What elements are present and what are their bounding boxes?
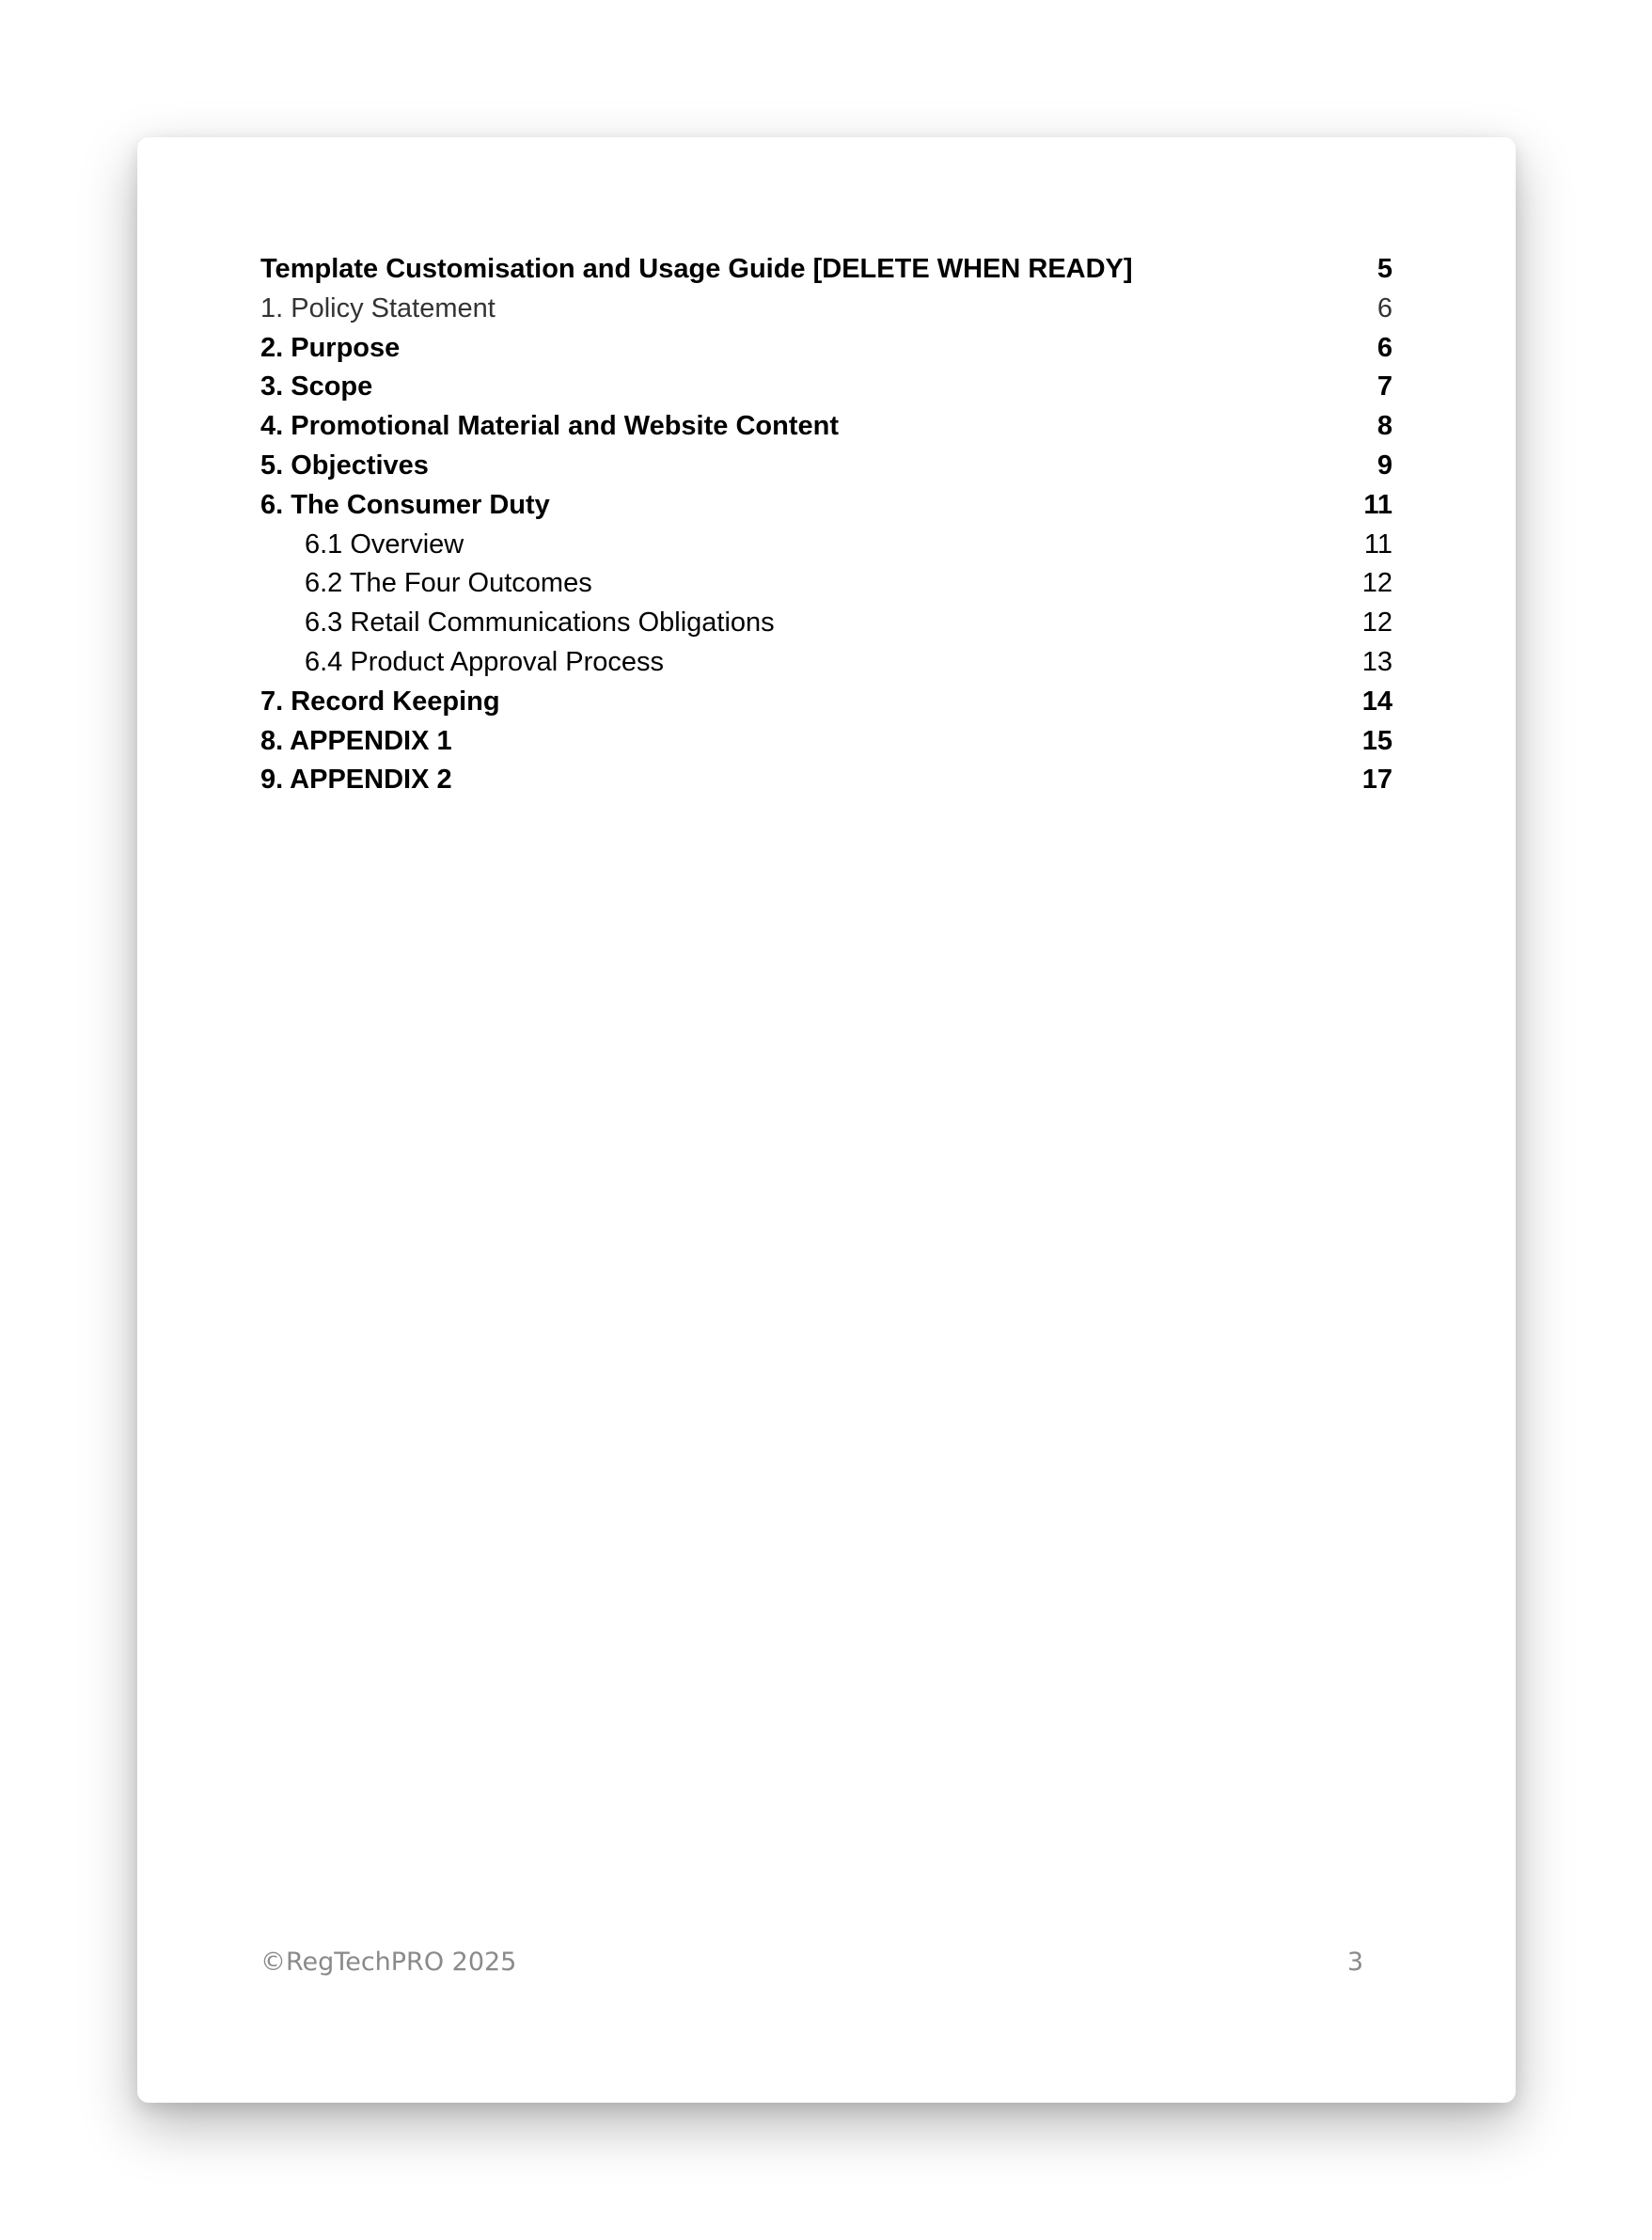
toc-entry-page: 12 (1361, 607, 1392, 639)
toc-entry-title: 7. Record Keeping (260, 686, 500, 717)
toc-entry-title: 6.1 Overview (305, 528, 464, 560)
toc-entry-title: 1. Policy Statement (260, 292, 496, 323)
toc-entry[interactable] (260, 368, 1392, 407)
toc-entry-title: Template Customisation and Usage Guide [DELETE WHEN READY] (260, 254, 1133, 284)
toc-entry[interactable] (260, 643, 1392, 683)
toc-entry-title: 4. Promotional Material and Website Content (260, 411, 839, 442)
toc-entry[interactable] (260, 447, 1392, 486)
toc-entry-title: 6.2 The Four Outcomes (305, 568, 592, 599)
toc-entry-title: 6. The Consumer Duty (260, 489, 550, 520)
toc-entry[interactable] (260, 486, 1392, 526)
toc-entry-title: 9. APPENDIX 2 (260, 765, 452, 796)
toc-entry-page: 17 (1361, 765, 1392, 796)
toc-entry[interactable] (260, 329, 1392, 369)
toc-entry[interactable] (260, 526, 1392, 565)
toc-entry-page: 12 (1361, 568, 1392, 599)
toc-entry-title: 5. Objectives (260, 450, 429, 481)
toc-entry-page: 9 (1377, 450, 1392, 481)
footer-copyright: ©RegTechPRO 2025 (260, 1948, 517, 1977)
table-of-contents (260, 250, 1392, 800)
toc-entry-page: 11 (1363, 489, 1392, 520)
toc-entry-title: 3. Scope (260, 371, 373, 402)
toc-entry-page: 6 (1377, 292, 1392, 323)
toc-entry[interactable] (260, 604, 1392, 643)
toc-entry[interactable] (260, 407, 1392, 447)
toc-entry[interactable] (260, 250, 1392, 290)
toc-entry-page: 15 (1361, 725, 1392, 756)
toc-entry[interactable] (260, 564, 1392, 604)
toc-entry-title: 2. Purpose (260, 332, 401, 363)
toc-entry[interactable] (260, 722, 1392, 762)
toc-entry-title: 8. APPENDIX 1 (260, 725, 452, 756)
toc-entry-title: 6.4 Product Approval Process (305, 646, 665, 677)
toc-entry-page: 13 (1361, 646, 1392, 677)
toc-entry-title: 6.3 Retail Communications Obligations (305, 607, 775, 639)
toc-entry-page: 11 (1363, 528, 1392, 560)
toc-entry-page: 7 (1377, 371, 1392, 402)
toc-entry[interactable] (260, 290, 1392, 329)
toc-entry[interactable] (260, 683, 1392, 722)
footer-page-number: 3 (1346, 1948, 1363, 1977)
toc-entry-page: 5 (1377, 254, 1392, 284)
toc-entry-page: 6 (1377, 332, 1392, 363)
toc-entry-page: 14 (1361, 686, 1392, 717)
toc-entry[interactable] (260, 761, 1392, 800)
toc-entry-page: 8 (1377, 411, 1392, 442)
